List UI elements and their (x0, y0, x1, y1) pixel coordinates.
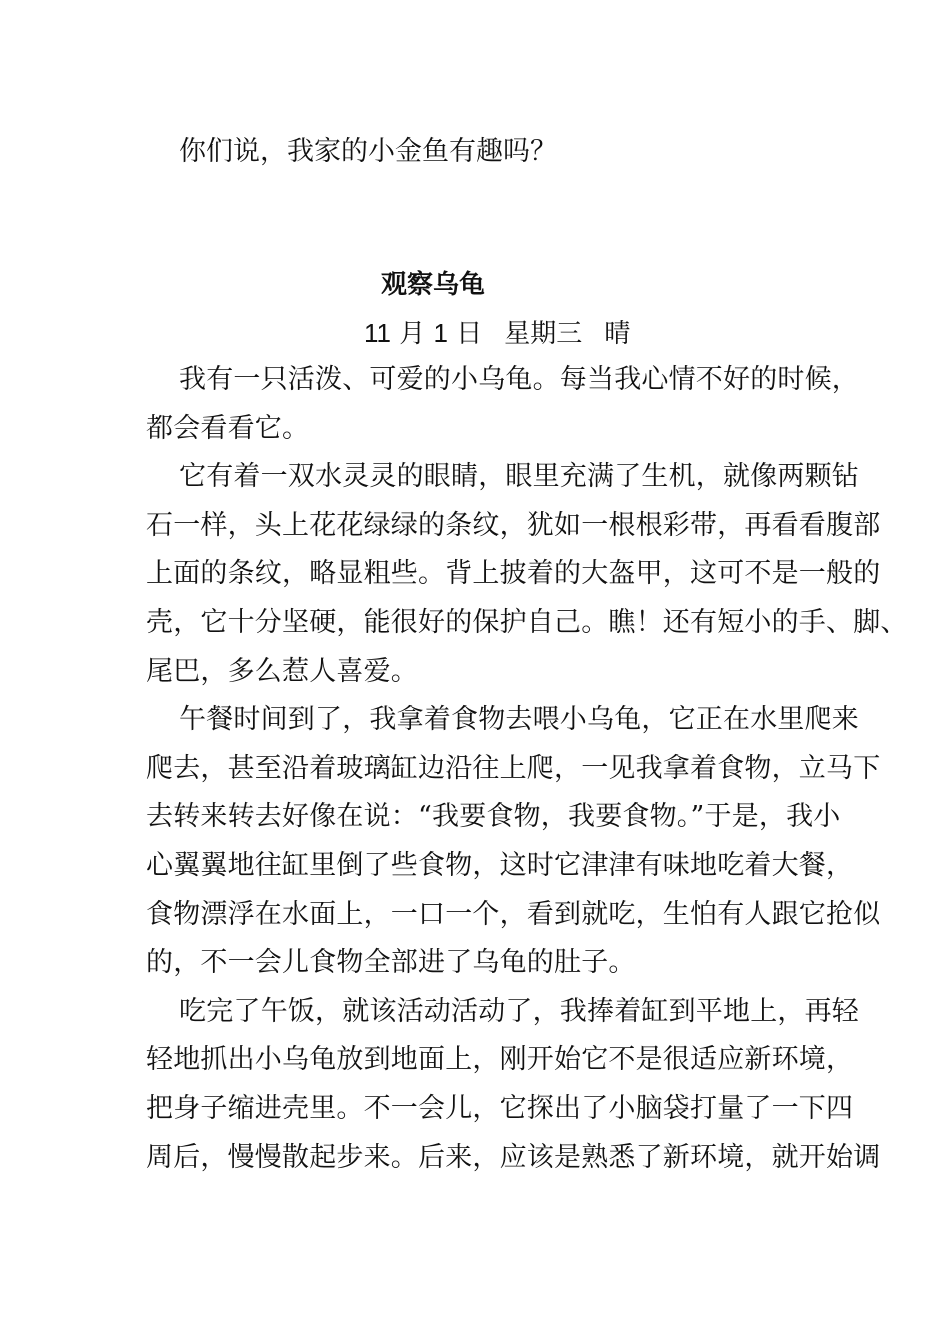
paragraph-4-line-3: 把身子缩进壳里。不一会儿，它探出了小脑袋打量了一下四 (146, 1092, 854, 1124)
date (364, 319, 482, 349)
paragraph-3-line-4: 心翼翼地往缸里倒了些食物，这时它津津有味地吃着大餐， (146, 849, 854, 881)
essay-title: 观察乌龟 (380, 270, 485, 300)
paragraph-2-line-2: 石一样，头上花花绿绿的条纹，犹如一根根彩带，再看看腹部 (146, 509, 881, 541)
essay-dateline (364, 310, 630, 356)
date-weather: 晴 (604, 319, 631, 349)
paragraph-3-line-5: 食物漂浮在水面上，一口一个，看到就吃，生怕有人跟它抢似 (146, 898, 881, 930)
paragraph-4-line-4: 周后，慢慢散起步来。后来，应该是熟悉了新环境，就开始调 (146, 1141, 881, 1173)
date-day-word: 日 (456, 319, 483, 349)
paragraph-3-line-1: 午餐时间到了，我拿着食物去喂小乌龟，它正在水里爬来 (179, 704, 859, 736)
date-month-number: 11 (364, 318, 391, 348)
paragraph-3-line-3: 去转来转去好像在说：“我要食物，我要食物。”于是，我小 (146, 801, 841, 833)
paragraph-2-line-1: 它有着一双水灵灵的眼睛，眼里充满了生机，就像两颗钻 (179, 461, 859, 493)
paragraph-1-line-2: 都会看看它。 (146, 412, 310, 444)
paragraph-3-line-2: 爬去，甚至沿着玻璃缸边沿往上爬，一见我拿着食物，立马下 (146, 752, 881, 784)
paragraph-2-line-5: 尾巴，多么惹人喜爱。 (146, 655, 418, 687)
paragraph-4-line-1: 吃完了午饭，就该活动活动了，我捧着缸到平地上，再轻 (179, 995, 859, 1027)
paragraph-3-line-6: 的，不一会儿食物全部进了乌龟的肚子。 (146, 947, 636, 979)
date-month-word: 月 (399, 319, 426, 349)
essay-body (146, 356, 908, 1182)
paragraph-1-line-1: 我有一只活泼、可爱的小乌龟。每当我心情不好的时候， (179, 364, 859, 395)
paragraph-2-line-4: 壳，它十分坚硬，能很好的保护自己。瞧！还有短小的手、脚、 (146, 606, 908, 638)
previous-essay-closing-line: 你们说，我家的小金鱼有趣吗？ (179, 136, 557, 167)
date-weekday: 星期三 (504, 319, 583, 349)
paragraph-2-line-3: 上面的条纹，略显粗些。背上披着的大盔甲，这可不是一般的 (146, 558, 881, 590)
date-day-number: 1 (433, 318, 449, 348)
paragraph-4-line-2: 轻地抓出小乌龟放到地面上，刚开始它不是很适应新环境， (146, 1044, 854, 1076)
